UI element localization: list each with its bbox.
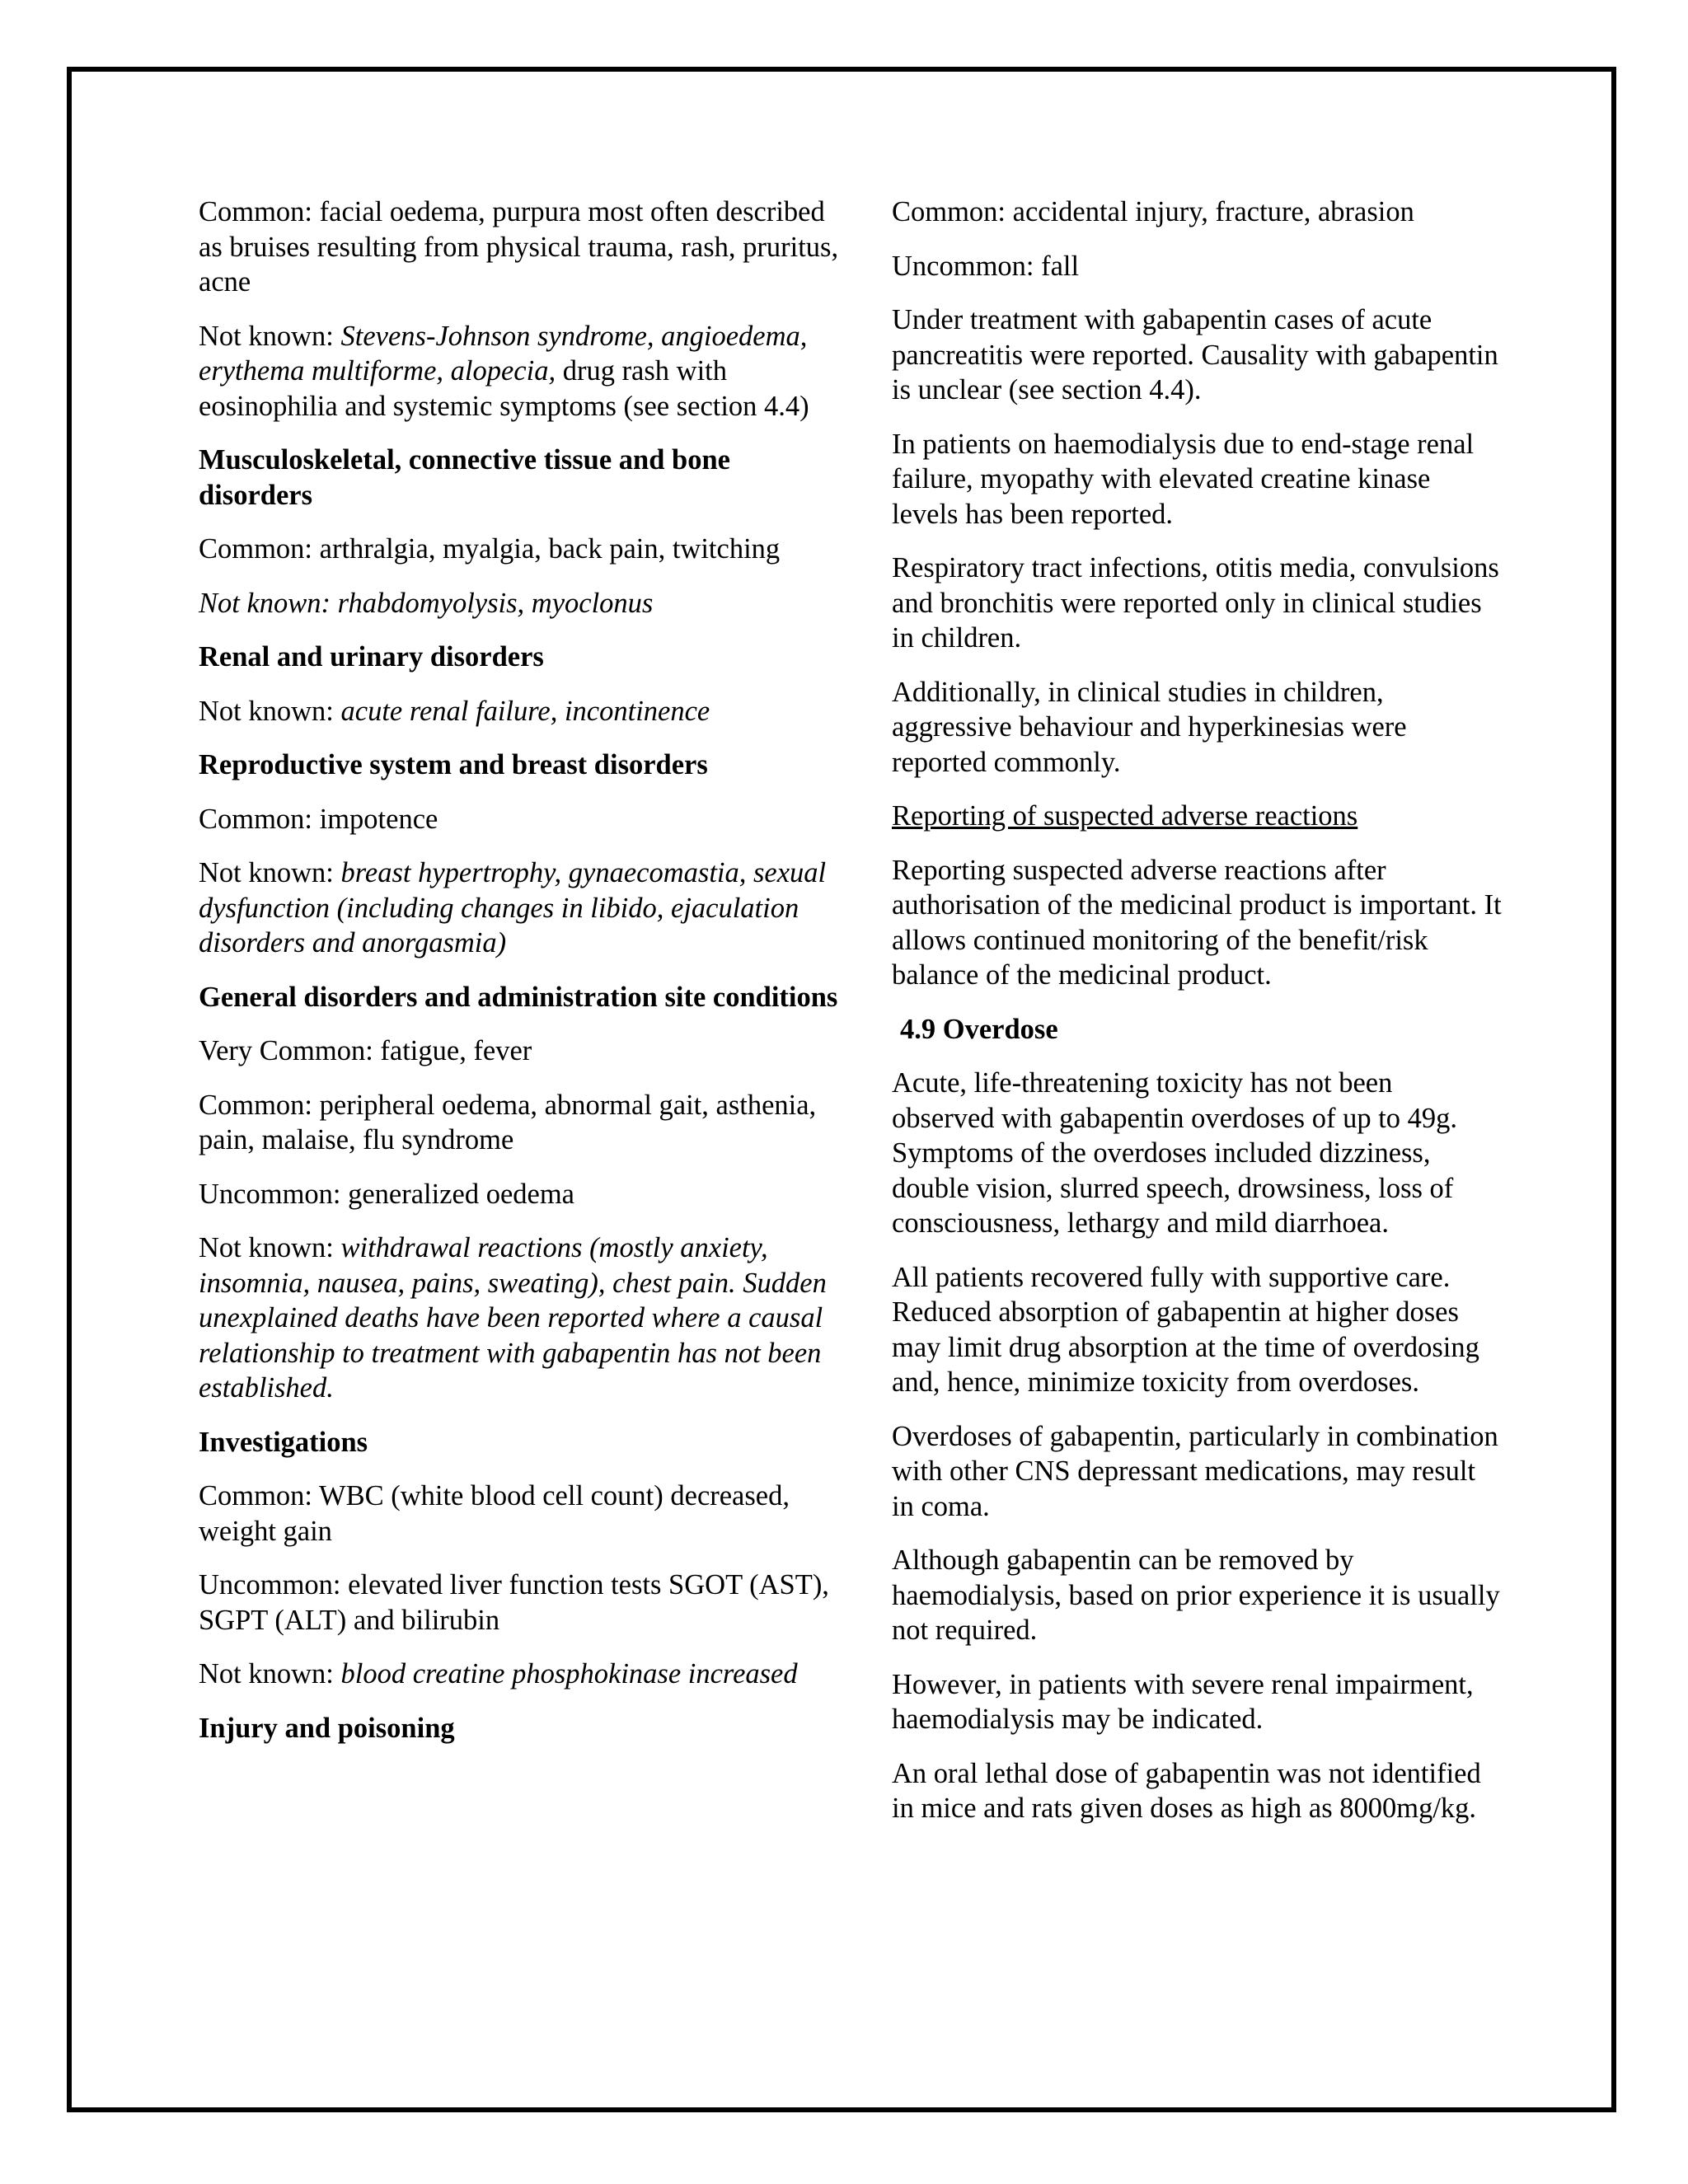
- injury-uncommon-text: Uncommon: fall: [892, 250, 1080, 282]
- not-known-label: Not known:: [199, 320, 341, 352]
- investigations-uncommon-text: Uncommon: elevated liver function tests SGOT (AST), SGPT (ALT) and bilirubin: [199, 1569, 829, 1636]
- injury-common-text: Common: accidental injury, fracture, abrasion: [892, 196, 1414, 227]
- overdose-paragraph-2: All patients recovered fully with supportive care. Reduced absorption of gabapentin at higher doses may limit drug absorption at the time of overdosing and, hence, minimize toxicity from overdoses.: [892, 1261, 1479, 1398]
- overdose-paragraph-6: An oral lethal dose of gabapentin was not identified in mice and rats given doses as high as 8000mg/kg.: [892, 1757, 1481, 1824]
- not-known-label: Not known:: [199, 695, 341, 727]
- aggressive-behaviour-text: Additionally, in clinical studies in children, aggressive behaviour and hyperkinesias were reported commonly.: [892, 676, 1407, 778]
- not-known-label: Not known:: [199, 1232, 341, 1263]
- general-heading: General disorders and administration site conditions: [199, 981, 838, 1013]
- investigations-common-text: Common: WBC (white blood cell count) decreased, weight gain: [199, 1480, 790, 1547]
- left-column: [199, 194, 850, 1765]
- general-not-known-text: [199, 1230, 850, 1406]
- skin-not-known-rest: drug rash with eosinophilia and systemic symptoms (see section 4.4): [199, 355, 809, 422]
- skin-not-known-italic: Stevens-Johnson syndrome, angioedema, erythema multiforme, alopecia,: [199, 320, 808, 387]
- reproductive-heading: Reproductive system and breast disorders: [199, 749, 708, 780]
- general-very-common-text: Very Common: fatigue, fever: [199, 1035, 532, 1066]
- skin-common-text: Common: facial oedema, purpura most often described as bruises resulting from physical trauma, rash, pruritus, acne: [199, 196, 839, 298]
- injury-heading: Injury and poisoning: [199, 1712, 455, 1744]
- reporting-text: Reporting suspected adverse reactions after authorisation of the medicinal product is important. It allows continued monitoring of the benefit/risk balance of the medicinal product.: [892, 854, 1502, 991]
- reproductive-not-known-italic: breast hypertrophy, gynaecomastia, sexual dysfunction (including changes in libido, ejaculation disorders and anorgasmia): [199, 857, 827, 958]
- reproductive-not-known-text: [199, 855, 850, 961]
- not-known-label: Not known:: [199, 857, 341, 888]
- not-known-label: Not known:: [199, 1658, 341, 1690]
- overdose-paragraph-3: Overdoses of gabapentin, particularly in combination with other CNS depressant medications, may result in coma.: [892, 1420, 1498, 1522]
- general-not-known-italic: withdrawal reactions (mostly anxiety, insomnia, nausea, pains, sweating), chest pain. Sudden unexplained deaths have been reported where a causal relationship to treatment with gabapentin has not been established.: [199, 1232, 827, 1404]
- overdose-paragraph-5: However, in patients with severe renal impairment, haemodialysis may be indicated.: [892, 1668, 1474, 1735]
- reporting-heading: Reporting of suspected adverse reactions: [892, 800, 1358, 832]
- general-common-text: Common: peripheral oedema, abnormal gait, asthenia, pain, malaise, flu syndrome: [199, 1089, 817, 1155]
- haemodialysis-myopathy-text: In patients on haemodialysis due to end-stage renal failure, myopathy with elevated creatine kinase levels has been reported.: [892, 428, 1475, 530]
- renal-not-known-text: [199, 694, 850, 729]
- renal-not-known-italic: acute renal failure, incontinence: [340, 695, 710, 727]
- overdose-heading: 4.9 Overdose: [900, 1013, 1058, 1045]
- musculoskeletal-not-known-text: Not known: rhabdomyolysis, myoclonus: [199, 587, 654, 619]
- musculoskeletal-heading: Musculoskeletal, connective tissue and bone disorders: [199, 444, 730, 511]
- reproductive-common-text: Common: impotence: [199, 803, 438, 835]
- investigations-not-known-text: [199, 1657, 850, 1692]
- overdose-paragraph-4: Although gabapentin can be removed by haemodialysis, based on prior experience it is usually not required.: [892, 1544, 1500, 1646]
- respiratory-text: Respiratory tract infections, otitis media, convulsions and bronchitis were reported only in clinical studies in children.: [892, 552, 1499, 654]
- skin-not-known-text: [199, 319, 850, 424]
- musculoskeletal-common-text: Common: arthralgia, myalgia, back pain, twitching: [199, 533, 781, 565]
- investigations-not-known-italic: blood creatine phosphokinase increased: [340, 1658, 798, 1690]
- general-uncommon-text: Uncommon: generalized oedema: [199, 1178, 574, 1210]
- pancreatitis-text: Under treatment with gabapentin cases of acute pancreatitis were reported. Causality with gabapentin is unclear (see section 4.4).: [892, 304, 1498, 405]
- overdose-paragraph-1: Acute, life-threatening toxicity has not been observed with gabapentin overdoses of up to 49g. Symptoms of the overdoses included dizziness, double vision, slurred speech, drowsiness, loss of consciousness, lethargy and mild diarrhoea.: [892, 1067, 1458, 1239]
- renal-heading: Renal and urinary disorders: [199, 641, 544, 673]
- right-column: [892, 194, 1502, 1845]
- investigations-heading: Investigations: [199, 1426, 368, 1458]
